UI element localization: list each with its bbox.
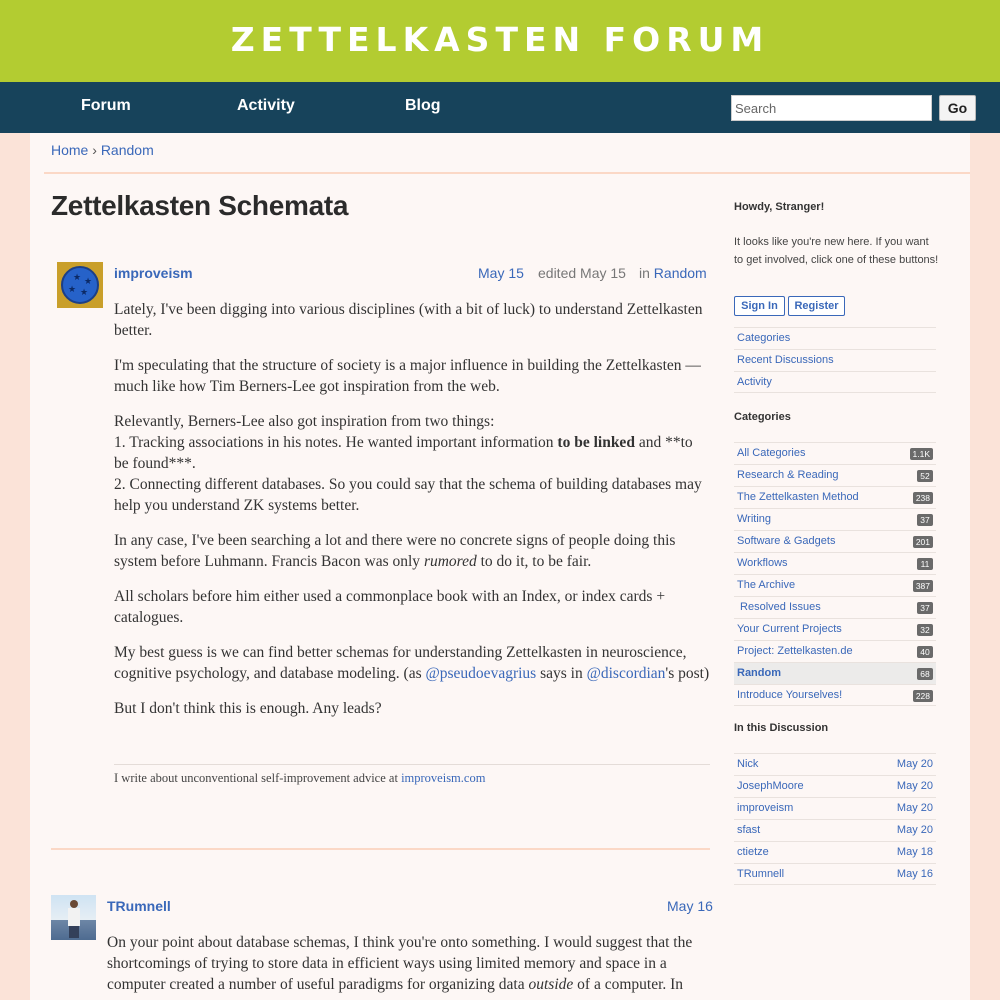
signature-text: I write about unconventional self-improvement advice at	[114, 771, 398, 785]
post-signature	[114, 771, 485, 786]
category-count-badge: 228	[913, 690, 933, 702]
post-paragraph: But I don't think this is enough. Any leads?	[114, 700, 382, 717]
post-paragraph: All scholars before him either used a commonplace book with an Index, or index cards + catalogues.	[114, 588, 666, 626]
category-count-badge: 32	[917, 624, 933, 636]
category-item[interactable]	[734, 552, 936, 574]
category-label: Random	[737, 667, 781, 679]
post-text: In any case, I've been searching a lot and there were no concrete signs of people doing this system before Luhmann. Francis Bacon was only	[114, 532, 676, 570]
header-divider	[44, 172, 970, 174]
category-count-badge: 201	[913, 536, 933, 548]
category-item[interactable]	[734, 618, 936, 640]
mention-link[interactable]: @pseudoevagrius	[425, 665, 537, 682]
sidebar-item-categories[interactable]	[734, 327, 936, 349]
avatar-head	[70, 900, 78, 908]
category-item[interactable]	[734, 640, 936, 662]
participant-name: sfast	[737, 824, 761, 836]
participant-item[interactable]	[734, 775, 936, 797]
post-paragraph: Lately, I've been digging into various disciplines (with a bit of luck) to understand Zettelkasten better.	[114, 301, 703, 339]
category-count-badge: 40	[917, 646, 933, 658]
category-item[interactable]	[734, 486, 936, 508]
search-button[interactable]: Go	[939, 95, 976, 121]
sidebar-item-label: Activity	[737, 376, 772, 388]
post-category	[639, 265, 707, 281]
category-label: Software & Gadgets	[737, 535, 836, 547]
participant-date: May 18	[896, 846, 933, 858]
avatar[interactable]: ★ ★ ★ ★	[57, 262, 103, 308]
sidebar-quick-links	[734, 327, 936, 393]
avatar-legs	[69, 926, 79, 938]
participant-date: May 16	[896, 868, 933, 880]
sidebar-item-recent-discussions[interactable]	[734, 349, 936, 371]
site-title[interactable]: ZETTELKASTEN FORUM	[230, 20, 770, 59]
participant-date: May 20	[896, 758, 933, 770]
post-text: 1. Tracking associations in his notes. He wanted important information	[114, 434, 554, 451]
post-author[interactable]: TRumnell	[107, 898, 171, 914]
category-item[interactable]	[734, 684, 936, 706]
category-count-badge: 238	[913, 492, 933, 504]
breadcrumb-current[interactable]: Random	[100, 142, 154, 158]
participant-item[interactable]	[734, 797, 936, 819]
post-text: of a computer. In	[577, 976, 684, 993]
post-category-link[interactable]: Random	[653, 265, 707, 281]
site-banner	[0, 0, 1000, 82]
post-paragraph	[114, 530, 710, 572]
post-paragraph	[114, 411, 710, 516]
avatar-torso	[68, 908, 80, 926]
post-text: My best guess is we can find better schemas for understanding Zettelkasten in neuroscience, cognitive psychology, and database modeling. (as	[114, 644, 687, 682]
category-label: The Archive	[737, 579, 796, 591]
sidebar-item-label: Categories	[737, 332, 791, 344]
register-button[interactable]: Register	[788, 296, 845, 316]
post-text: 's post)	[665, 665, 710, 682]
avatar[interactable]	[51, 895, 96, 940]
post-date[interactable]: May 16	[667, 898, 713, 914]
post-text: says in	[540, 665, 583, 682]
participant-name: ctietze	[737, 846, 769, 858]
signature-divider	[114, 764, 710, 765]
category-label: The Zettelkasten Method	[737, 491, 859, 503]
participant-item[interactable]	[734, 819, 936, 841]
participant-item[interactable]	[734, 841, 936, 863]
category-item[interactable]	[734, 596, 936, 618]
category-count-badge: 11	[917, 558, 933, 570]
participant-item[interactable]	[734, 753, 936, 775]
category-label: Introduce Yourselves!	[737, 689, 843, 701]
category-item[interactable]	[734, 464, 936, 486]
sidebar-greeting: Howdy, Stranger!	[734, 201, 825, 213]
post-body	[107, 932, 710, 995]
post-edited: edited May 15	[538, 265, 626, 281]
category-item[interactable]	[734, 574, 936, 596]
participant-name: JosephMoore	[737, 780, 804, 792]
nav-blog[interactable]: Blog	[405, 97, 441, 114]
nav-forum[interactable]: Forum	[81, 97, 131, 114]
post-author[interactable]: improveism	[114, 265, 193, 281]
post-text: On your point about database schemas, I think you're onto something. I would suggest that the shortcomings of trying to store data in efficient ways using limited memory and space in a computer created a number of useful paradigms for organizing data	[107, 934, 693, 993]
post-paragraph: I'm speculating that the structure of society is a major influence in building the Zettelkasten — much like how Tim Berners-Lee got inspiration from the web.	[114, 357, 701, 395]
top-nav	[0, 82, 1000, 133]
post-date[interactable]: May 15	[478, 265, 524, 281]
category-list	[734, 442, 936, 706]
category-count-badge: 1.1K	[910, 448, 934, 460]
breadcrumb-home[interactable]: Home	[51, 142, 89, 158]
participant-date: May 20	[896, 824, 933, 836]
participant-name: TRumnell	[737, 868, 785, 880]
nav-activity[interactable]: Activity	[237, 97, 295, 114]
signature-link[interactable]: improveism.com	[401, 771, 486, 785]
participant-list	[734, 753, 936, 885]
participant-item[interactable]	[734, 863, 936, 885]
post-italic-text: rumored	[423, 553, 477, 570]
category-label: Resolved Issues	[737, 601, 821, 613]
participant-date: May 20	[896, 802, 933, 814]
participant-date: May 20	[896, 780, 933, 792]
category-count-badge: 68	[917, 668, 933, 680]
post-text: Relevantly, Berners-Lee also got inspiration from two things:	[114, 413, 495, 430]
category-count-badge: 387	[913, 580, 933, 592]
discussion-participants-heading: In this Discussion	[734, 722, 829, 734]
post-text: and **to be found***.	[114, 434, 693, 472]
category-label: Research & Reading	[737, 469, 839, 481]
category-count-badge: 52	[917, 470, 933, 482]
post-text: 2. Connecting different databases. So you could say that the schema of building databases may help you understand ZK systems better.	[114, 476, 702, 514]
category-label: Workflows	[737, 557, 788, 569]
category-count-badge: 37	[917, 602, 933, 614]
breadcrumb-separator: ›	[92, 142, 97, 158]
category-label: All Categories	[737, 447, 806, 459]
post-bold-text: to be linked	[557, 434, 635, 451]
category-item[interactable]	[734, 508, 936, 530]
category-label: Writing	[737, 513, 772, 525]
sidebar-item-label: Recent Discussions	[737, 354, 834, 366]
category-label: Your Current Projects	[737, 623, 842, 635]
sign-in-button[interactable]: Sign In	[734, 296, 785, 316]
search-input[interactable]	[731, 95, 932, 121]
sidebar-intro: It looks like you're new here. If you want to get involved, click one of these buttons!	[734, 236, 939, 266]
post-italic-text: outside	[528, 976, 574, 993]
post-paragraph	[114, 642, 710, 684]
category-count-badge: 37	[917, 514, 933, 526]
post-body	[114, 299, 710, 733]
category-item-active[interactable]	[734, 662, 936, 684]
post-text: to do it, to be fair.	[480, 553, 592, 570]
category-label: Project: Zettelkasten.de	[737, 645, 853, 657]
page-title: Zettelkasten Schemata	[51, 190, 349, 221]
mention-link[interactable]: @discordian	[586, 665, 666, 682]
post-divider	[51, 848, 710, 850]
categories-heading: Categories	[734, 411, 791, 423]
sidebar-item-activity[interactable]	[734, 371, 936, 393]
post-category-prefix: in	[639, 265, 650, 281]
participant-name: improveism	[737, 802, 794, 814]
category-item[interactable]	[734, 442, 936, 464]
participant-name: Nick	[737, 758, 759, 770]
category-item[interactable]	[734, 530, 936, 552]
breadcrumb	[51, 142, 154, 158]
